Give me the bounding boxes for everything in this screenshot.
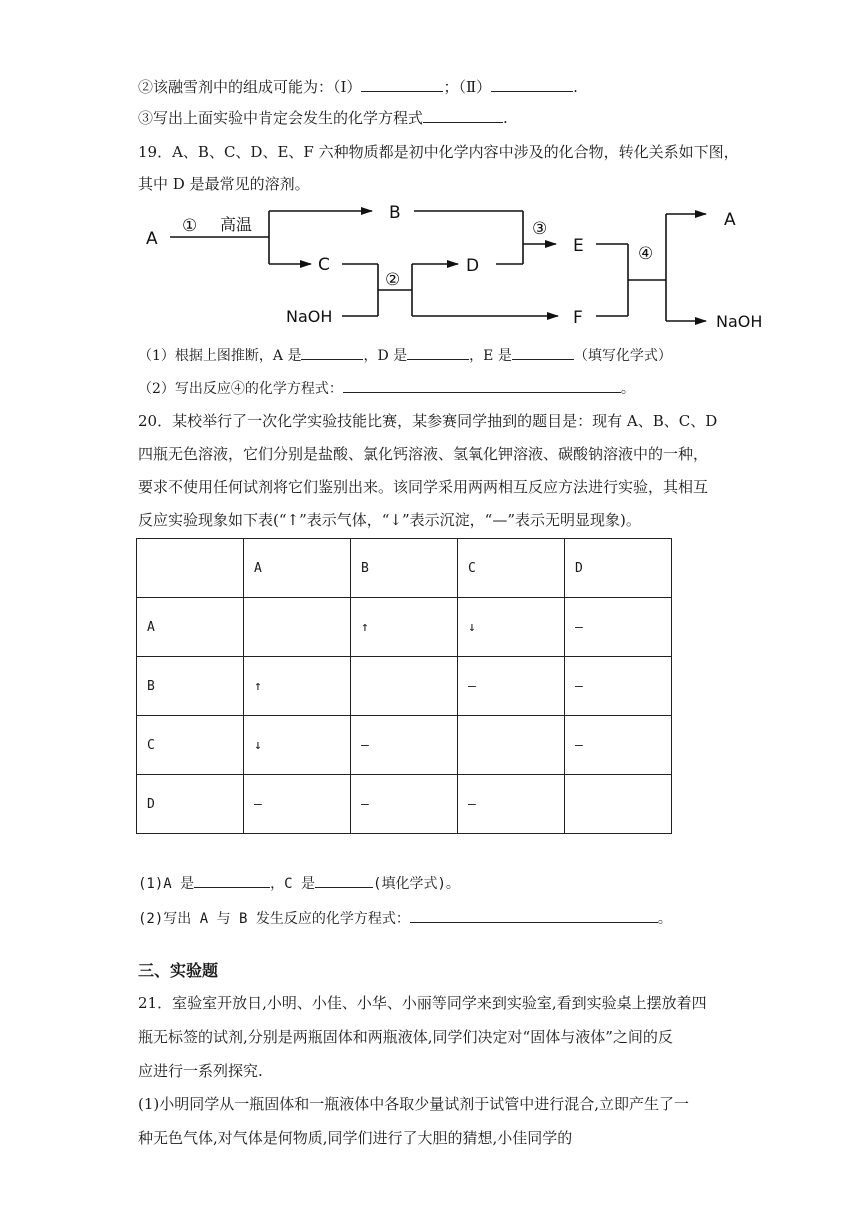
step2-label: ② [385, 270, 401, 290]
table-header-cell [137, 539, 244, 598]
q21-line1: 21．室验室开放日,小明、小佳、小华、小丽等同学来到实验室,看到实验桌上摆放着四 [138, 994, 707, 1012]
q19-sub1 [138, 345, 672, 365]
table-cell: ↓ [458, 598, 565, 657]
node-C: C [318, 255, 330, 275]
answer-blank[interactable] [407, 345, 469, 360]
q18-line3-end: . [503, 109, 508, 127]
answer-blank[interactable] [410, 908, 658, 923]
table-cell: ↓ [244, 716, 351, 775]
answer-blank[interactable] [194, 873, 270, 888]
table-cell: D [137, 775, 244, 834]
q19-reaction-diagram [136, 200, 776, 338]
node-F: F [573, 308, 583, 328]
q20-sub1-a: (1)A 是 [138, 876, 195, 892]
table-header-cell: C [458, 539, 565, 598]
q20-sub1-c: (填化学式)。 [373, 876, 460, 892]
table-cell: — [565, 657, 672, 716]
q18-line3 [138, 107, 508, 128]
answer-blank[interactable] [423, 108, 503, 123]
condition-label: 高温 [220, 215, 253, 234]
answer-blank[interactable] [512, 345, 574, 360]
table-row [137, 598, 672, 657]
table-cell: ↑ [351, 598, 458, 657]
q18-line2 [138, 76, 578, 97]
q20-sub2-a: (2)写出 A 与 B 发生反应的化学方程式： [138, 911, 410, 927]
table-row [137, 716, 672, 775]
q18-line2-end: . [573, 78, 578, 96]
node-E: E [573, 236, 584, 256]
table-header-row [137, 539, 672, 598]
q20-stem-line1: 20．某校举行了一次化学实验技能比赛，某参赛同学抽到的题目是：现有 A、B、C、D [138, 412, 718, 430]
q19-sub2-b: 。 [620, 381, 635, 397]
table-header-cell: D [565, 539, 672, 598]
table-cell: — [351, 716, 458, 775]
table-cell [565, 775, 672, 834]
table-header-cell: A [244, 539, 351, 598]
q21-line5: 种无色气体,对气体是何物质,同学们进行了大胆的猜想,小佳同学的 [138, 1129, 573, 1147]
q21-line3: 应进行一系列探究. [138, 1062, 263, 1080]
node-A-left: A [146, 229, 158, 249]
q18-line2-mid: ；（Ⅱ） [443, 78, 492, 96]
section-heading: 三、实验题 [138, 961, 219, 980]
answer-blank[interactable] [361, 77, 443, 92]
q19-sub1-c: ，E 是 [469, 348, 512, 364]
table-cell: — [565, 598, 672, 657]
q19-stem-line1: 19．A、B、C、D、E、F 六种物质都是初中化学内容中涉及的化合物，转化关系如下图， [138, 143, 739, 161]
table-cell: ↑ [244, 657, 351, 716]
q21-line2: 瓶无标签的试剂,分别是两瓶固体和两瓶液体,同学们决定对“固体与液体”之间的反 [138, 1028, 673, 1046]
step1-label: ① [182, 216, 198, 236]
table-cell: — [458, 775, 565, 834]
step4-label: ④ [638, 244, 654, 264]
table-cell: — [565, 716, 672, 775]
table-cell [244, 598, 351, 657]
q20-sub1 [138, 873, 460, 893]
table-cell: — [458, 657, 565, 716]
step3-label: ③ [532, 219, 548, 239]
q20-stem-line4: 反应实验现象如下表(“↑”表示气体，“↓”表示沉淀，“—”表示无明显现象)。 [138, 511, 641, 529]
q18-line3-text: ③写出上面实验中肯定会发生的化学方程式 [138, 109, 424, 127]
q20-sub2 [138, 908, 672, 928]
answer-blank[interactable] [315, 873, 373, 888]
table-cell: C [137, 716, 244, 775]
q19-sub1-d: （填写化学式） [573, 348, 672, 364]
table-cell [351, 657, 458, 716]
q20-sub1-b: ，C 是 [270, 876, 316, 892]
node-NaOH-in: NaOH [286, 307, 333, 326]
table-cell [458, 716, 565, 775]
q20-sub2-b: 。 [657, 911, 672, 927]
table-cell: B [137, 657, 244, 716]
answer-blank[interactable] [491, 77, 573, 92]
q18-line2-text: ②该融雪剂中的组成可能为：（Ⅰ） [138, 78, 362, 96]
node-B: B [389, 203, 401, 223]
q21-line4: (1)小明同学从一瓶固体和一瓶液体中各取少量试剂于试管中进行混合,立即产生了一 [138, 1095, 690, 1113]
q19-sub2-a: （2）写出反应④的化学方程式： [138, 381, 343, 397]
node-D: D [466, 256, 480, 276]
q19-sub2 [138, 378, 635, 398]
answer-blank[interactable] [301, 345, 363, 360]
table-row [137, 775, 672, 834]
q20-stem-line3: 要求不使用任何试剂将它们鉴别出来。该同学采用两两相互反应方法进行实验，其相互 [138, 478, 709, 496]
table-row [137, 657, 672, 716]
q19-stem-line2: 其中 D 是最常见的溶剂。 [138, 175, 310, 193]
q20-stem-line2: 四瓶无色溶液，它们分别是盐酸、氯化钙溶液、氢氧化钾溶液、碳酸钠溶液中的一种， [138, 445, 709, 463]
q19-sub1-a: （1）根据上图推断，A 是 [138, 348, 302, 364]
table-cell: A [137, 598, 244, 657]
reaction-table [136, 538, 672, 834]
node-NaOH-out: NaOH [716, 312, 763, 331]
answer-blank[interactable] [343, 378, 621, 393]
table-cell: — [244, 775, 351, 834]
q19-sub1-b: ，D 是 [363, 348, 408, 364]
table-header-cell: B [351, 539, 458, 598]
node-A-right: A [724, 210, 736, 230]
table-cell: — [351, 775, 458, 834]
